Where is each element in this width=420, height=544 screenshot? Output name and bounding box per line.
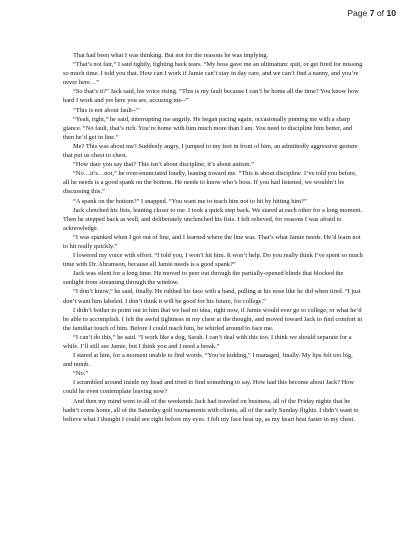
- paragraph: “This is not about fault--”: [73, 106, 140, 114]
- paragraph: And then my mind went to all of the weekends Jack had traveled on business, all of the Friday nights that he hadn’t come home, all of the Saturday golf tournaments with clients, all of the early Sunday flights. I didn’t want to believe what I thought I could see right before my eyes. I felt my face heat up, as my heart beat faster in my chest.: [63, 397, 359, 423]
- current-page-number: 7: [369, 8, 375, 18]
- paragraph: “That’s not fair,” I said tightly, fighting back tears. “My boss gave me an ultimatum: quit, or get fired for missing so much time. I told you that. How can I work if Jamie can’t stay in day care, and we can’t find a nanny, and you’re never here…”: [63, 61, 363, 87]
- paragraph: “Yeah, right,” he said, interrupting me angrily. He began pacing again, occasionally pinning me with a sharp glance. “No fault, that’s rich. You’re home with him much more than I am. You need to discipline him better, and then he’d get in line.”: [63, 115, 353, 141]
- page-number: [347, 8, 396, 18]
- paragraph: “I was spanked when I got out of line, and I learned where the line was. That’s what Jamie needs. He’d learn not to hit really quickly.”: [63, 233, 361, 250]
- paragraph: “No…it’s…not,” he over-enunciated loudly, leaning toward me. “This is about discipline. I’ve told you before, all he needs is a good spank on the bottom. He needs to know who’s boss. If you had listened, we wouldn’t be discussing this.”: [63, 170, 357, 196]
- paragraph: I didn’t bother to point out to him that we had no idea, right now, if Jamie would ever go to college, or what he’d be able to accomplish. I felt the awful tightness in my chest at the thought, and moved toward Jack to find comfort in the familiar touch of him. Before I could reach him, he whirled around to face me.: [63, 306, 363, 332]
- paragraph: “So that’s it?” Jack said, his voice rising. “This is my fault because I can’t be home all the time? You know how hard I work and yet here you are, accusing me--”: [63, 88, 359, 105]
- paragraph: Jack was silent for a long time. He moved to peer out through the partially-opened blinds that blocked the sunlight from streaming through the window.: [63, 270, 344, 287]
- paragraph: I scrambled around inside my head and tried to find something to say. How had this become about Jack? How could he even contemplate leaving now?: [63, 379, 355, 396]
- paragraph: I lowered my voice with effort. “I told you, I won’t hit him. It won’t help. Do you really think I’ve spent so much time with Dr. Abramson, because all Jamie needs is a good spank?”: [63, 252, 363, 269]
- paragraph: Me? This was about me? Suddenly angry, I jumped to my feet in front of him, an admittedly aggressive gesture that put us chest to chest.: [63, 142, 358, 160]
- total-pages-number: 10: [386, 8, 396, 18]
- body-text: [63, 51, 363, 424]
- paragraph: “I don’t know,” he said, finally. He rubbed his face with a hand, pulling at his nose like he did when tired. “I just don’t want him labeled. I don’t think it will be good for his future, for college.”: [63, 288, 361, 305]
- paragraph: That had been what I was thinking. But not for the reasons he was implying.: [73, 52, 269, 59]
- paragraph: “I can’t do this,” he said. “I work like a dog, Sarah. I can’t deal with this too. I think we should separate for a while. I’ll still see Jamie, but I think you and I need a break.”: [63, 333, 352, 350]
- of-word: of: [376, 8, 385, 18]
- paragraph: “How dare you say that? This isn’t about discipline, it’s about autism.”: [73, 161, 254, 169]
- paragraph: “A spank on the bottom?” I snapped. “You want me to teach him not to hit by hitting him?”: [73, 197, 307, 205]
- paragraph: “No.”: [73, 370, 89, 378]
- page-word: Page: [347, 8, 368, 18]
- paragraph: I stared at him, for a moment unable to find words. “You’re kidding,” I managed, finally. My lips felt too big, and numb.: [63, 352, 353, 369]
- paragraph: Jack clenched his fists, leaning closer to me. I took a quick step back. We stared at each other for a long moment. Then he stepped back as well, and deliberately unclenched his fists. I felt relieved, for reasons I was afraid to acknowledge.: [63, 206, 362, 232]
